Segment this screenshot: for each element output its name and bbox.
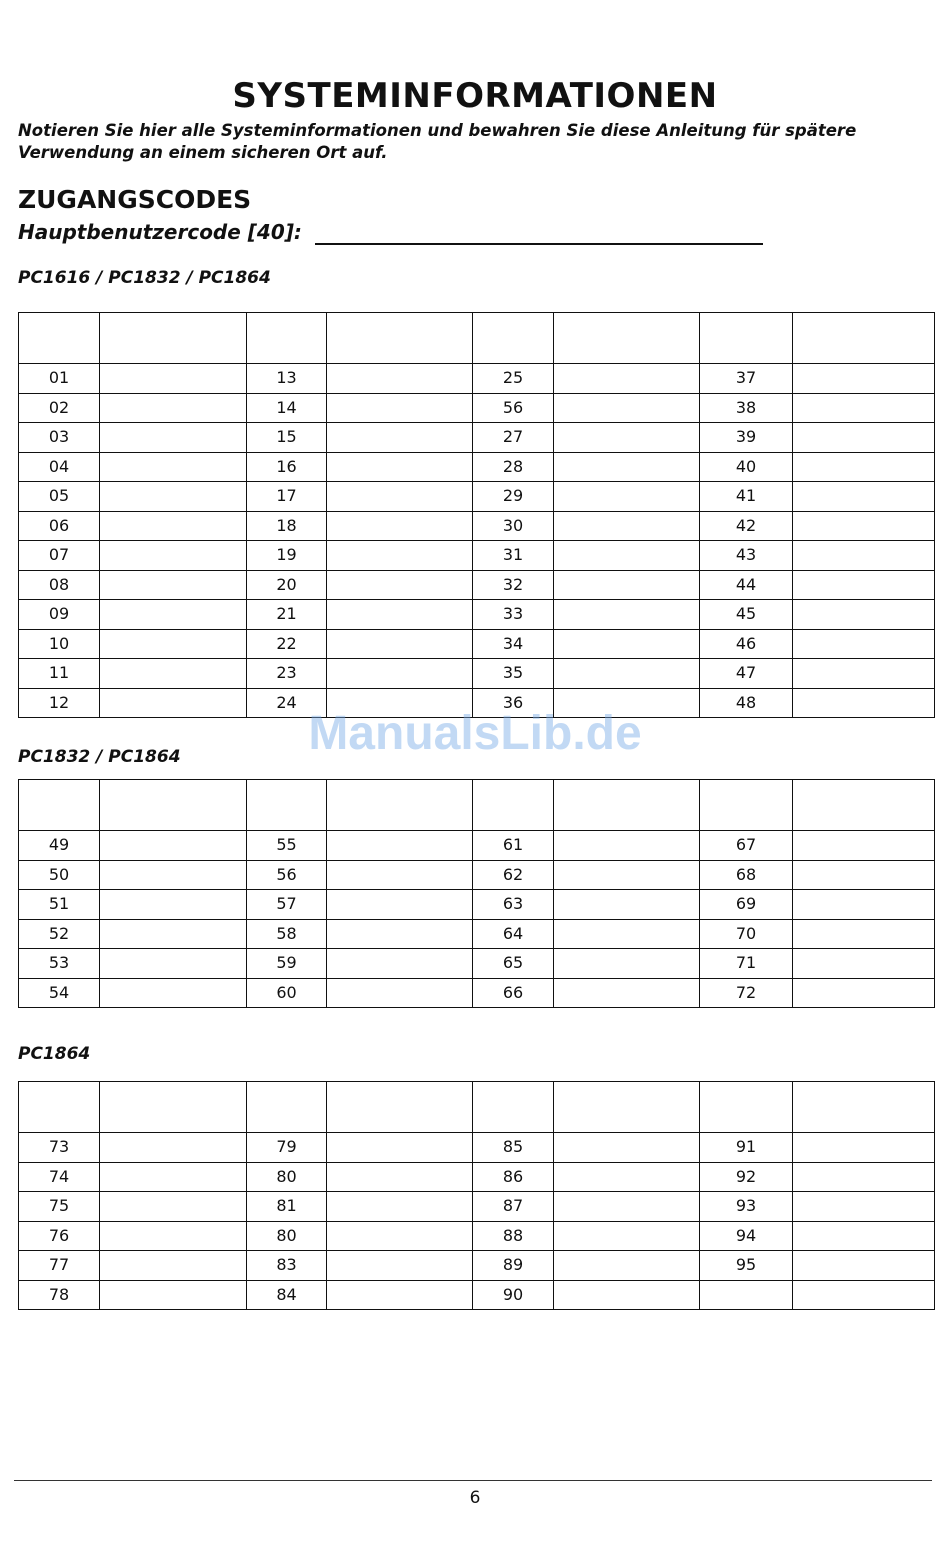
user-number-cell: 80	[247, 1162, 327, 1192]
code-entry-cell[interactable]	[554, 890, 700, 920]
user-number-cell: 64	[473, 919, 554, 949]
code-entry-cell[interactable]	[554, 1162, 700, 1192]
user-number-cell: 58	[247, 919, 327, 949]
code-entry-cell[interactable]	[100, 570, 247, 600]
code-entry-cell[interactable]	[793, 1162, 935, 1192]
table-row	[19, 393, 935, 423]
table-row	[19, 1221, 935, 1251]
code-entry-cell[interactable]	[327, 423, 473, 453]
code-entry-cell[interactable]	[554, 1133, 700, 1163]
code-entry-cell[interactable]	[793, 423, 935, 453]
user-number-cell: 54	[19, 978, 100, 1008]
master-code-label: Hauptbenutzercode [40]:	[18, 220, 302, 244]
code-table-pc1832	[18, 779, 935, 1008]
user-number-cell: 29	[473, 482, 554, 512]
header-cell	[473, 313, 554, 364]
code-entry-cell[interactable]	[793, 659, 935, 689]
table-row	[19, 890, 935, 920]
user-number-cell: 93	[700, 1192, 793, 1222]
user-number-cell: 44	[700, 570, 793, 600]
code-entry-cell[interactable]	[793, 570, 935, 600]
user-number-cell: 41	[700, 482, 793, 512]
code-entry-cell[interactable]	[793, 541, 935, 571]
user-number-cell: 92	[700, 1162, 793, 1192]
user-number-cell: 81	[247, 1192, 327, 1222]
table-row	[19, 978, 935, 1008]
user-number-cell	[700, 1280, 793, 1310]
user-number-cell: 55	[247, 831, 327, 861]
user-number-cell: 60	[247, 978, 327, 1008]
user-number-cell: 63	[473, 890, 554, 920]
header-cell	[100, 313, 247, 364]
code-entry-cell[interactable]	[327, 629, 473, 659]
user-number-cell: 68	[700, 860, 793, 890]
access-codes-heading: ZUGANGSCODES	[18, 185, 252, 214]
code-entry-cell[interactable]	[327, 393, 473, 423]
code-entry-cell[interactable]	[793, 452, 935, 482]
header-cell	[327, 1082, 473, 1133]
code-entry-cell[interactable]	[793, 978, 935, 1008]
user-number-cell: 24	[247, 688, 327, 718]
user-number-cell: 42	[700, 511, 793, 541]
code-entry-cell[interactable]	[793, 364, 935, 394]
code-entry-cell[interactable]	[100, 482, 247, 512]
header-cell	[100, 780, 247, 831]
user-number-cell: 95	[700, 1251, 793, 1281]
code-entry-cell[interactable]	[100, 1162, 247, 1192]
code-entry-cell[interactable]	[327, 1251, 473, 1281]
code-entry-cell[interactable]	[554, 978, 700, 1008]
intro-text: Notieren Sie hier alle Systeminformationen und bewahren Sie diese Anleitung für spätere Verwendung an einem sicheren Ort auf.	[18, 121, 857, 162]
user-number-cell: 13	[247, 364, 327, 394]
code-entry-cell[interactable]	[100, 1251, 247, 1281]
code-entry-cell[interactable]	[100, 393, 247, 423]
code-entry-cell[interactable]	[327, 1133, 473, 1163]
user-number-cell: 91	[700, 1133, 793, 1163]
table-row	[19, 831, 935, 861]
code-entry-cell[interactable]	[327, 511, 473, 541]
code-entry-cell[interactable]	[554, 949, 700, 979]
table-row	[19, 860, 935, 890]
user-number-cell: 20	[247, 570, 327, 600]
code-entry-cell[interactable]	[793, 1221, 935, 1251]
watermark: ManualsLib.de	[308, 707, 642, 760]
user-number-cell: 33	[473, 600, 554, 630]
code-table-body	[19, 780, 935, 1008]
code-entry-cell[interactable]	[327, 452, 473, 482]
code-entry-cell[interactable]	[554, 600, 700, 630]
section-label: PC1616 / PC1832 / PC1864	[18, 268, 271, 288]
code-entry-cell[interactable]	[100, 890, 247, 920]
code-entry-cell[interactable]	[327, 978, 473, 1008]
user-number-cell: 15	[247, 423, 327, 453]
code-entry-cell[interactable]	[793, 890, 935, 920]
user-number-cell: 57	[247, 890, 327, 920]
user-number-cell: 85	[473, 1133, 554, 1163]
user-number-cell: 34	[473, 629, 554, 659]
table-row	[19, 1280, 935, 1310]
user-number-cell: 70	[700, 919, 793, 949]
code-entry-cell[interactable]	[100, 919, 247, 949]
user-number-cell: 94	[700, 1221, 793, 1251]
header-cell	[473, 1082, 554, 1133]
table-row	[19, 629, 935, 659]
code-entry-cell[interactable]	[100, 978, 247, 1008]
user-number-cell: 14	[247, 393, 327, 423]
code-entry-cell[interactable]	[793, 1251, 935, 1281]
code-entry-cell[interactable]	[793, 1133, 935, 1163]
code-entry-cell[interactable]	[327, 688, 473, 718]
user-number-cell: 49	[19, 831, 100, 861]
table-row	[19, 600, 935, 630]
table-row	[19, 688, 935, 718]
user-number-cell: 28	[473, 452, 554, 482]
code-entry-cell[interactable]	[793, 831, 935, 861]
code-entry-cell[interactable]	[327, 364, 473, 394]
code-entry-cell[interactable]	[100, 600, 247, 630]
user-number-cell: 87	[473, 1192, 554, 1222]
user-number-cell: 05	[19, 482, 100, 512]
user-number-cell: 36	[473, 688, 554, 718]
table-row	[19, 482, 935, 512]
code-entry-cell[interactable]	[327, 919, 473, 949]
user-number-cell: 89	[473, 1251, 554, 1281]
user-number-cell: 77	[19, 1251, 100, 1281]
user-number-cell: 61	[473, 831, 554, 861]
code-entry-cell[interactable]	[327, 831, 473, 861]
header-cell	[247, 313, 327, 364]
table-row	[19, 570, 935, 600]
code-entry-cell[interactable]	[793, 919, 935, 949]
user-number-cell: 01	[19, 364, 100, 394]
code-entry-cell[interactable]	[327, 600, 473, 630]
user-number-cell: 03	[19, 423, 100, 453]
user-number-cell: 43	[700, 541, 793, 571]
user-number-cell: 53	[19, 949, 100, 979]
code-entry-cell[interactable]	[327, 659, 473, 689]
user-number-cell: 22	[247, 629, 327, 659]
code-entry-cell[interactable]	[100, 659, 247, 689]
header-cell	[247, 1082, 327, 1133]
code-entry-cell[interactable]	[327, 541, 473, 571]
user-number-cell: 67	[700, 831, 793, 861]
user-number-cell: 35	[473, 659, 554, 689]
code-entry-cell[interactable]	[327, 860, 473, 890]
code-entry-cell[interactable]	[554, 452, 700, 482]
table-header-row	[19, 1082, 935, 1133]
user-number-cell: 16	[247, 452, 327, 482]
table-row	[19, 452, 935, 482]
code-entry-cell[interactable]	[554, 659, 700, 689]
header-cell	[19, 313, 100, 364]
user-number-cell: 46	[700, 629, 793, 659]
code-entry-cell[interactable]	[554, 1251, 700, 1281]
header-cell	[473, 780, 554, 831]
code-entry-cell[interactable]	[554, 629, 700, 659]
user-number-cell: 11	[19, 659, 100, 689]
header-cell	[793, 313, 935, 364]
user-number-cell: 17	[247, 482, 327, 512]
user-number-cell: 50	[19, 860, 100, 890]
code-entry-cell[interactable]	[100, 1280, 247, 1310]
table-row	[19, 364, 935, 394]
footer-divider	[14, 1480, 932, 1481]
header-cell	[554, 313, 700, 364]
user-number-cell: 40	[700, 452, 793, 482]
user-number-cell: 02	[19, 393, 100, 423]
code-entry-cell[interactable]	[793, 393, 935, 423]
header-cell	[700, 313, 793, 364]
code-entry-cell[interactable]	[100, 860, 247, 890]
user-number-cell: 90	[473, 1280, 554, 1310]
table-row	[19, 1192, 935, 1222]
user-number-cell: 32	[473, 570, 554, 600]
user-number-cell: 66	[473, 978, 554, 1008]
header-cell	[247, 780, 327, 831]
user-number-cell: 04	[19, 452, 100, 482]
code-entry-cell[interactable]	[793, 860, 935, 890]
table-row	[19, 423, 935, 453]
code-entry-cell[interactable]	[554, 423, 700, 453]
code-entry-cell[interactable]	[793, 511, 935, 541]
code-entry-cell[interactable]	[100, 629, 247, 659]
code-entry-cell[interactable]	[793, 629, 935, 659]
user-number-cell: 79	[247, 1133, 327, 1163]
header-cell	[793, 780, 935, 831]
master-code-entry-line[interactable]	[315, 243, 763, 245]
header-cell	[19, 780, 100, 831]
code-entry-cell[interactable]	[100, 688, 247, 718]
code-entry-cell[interactable]	[100, 364, 247, 394]
user-number-cell: 52	[19, 919, 100, 949]
user-number-cell: 51	[19, 890, 100, 920]
user-number-cell: 83	[247, 1251, 327, 1281]
table-header-row	[19, 313, 935, 364]
user-number-cell: 25	[473, 364, 554, 394]
code-entry-cell[interactable]	[554, 1280, 700, 1310]
code-entry-cell[interactable]	[793, 688, 935, 718]
code-table-body	[19, 1082, 935, 1310]
table-row	[19, 919, 935, 949]
user-number-cell: 21	[247, 600, 327, 630]
code-entry-cell[interactable]	[100, 452, 247, 482]
code-entry-cell[interactable]	[793, 949, 935, 979]
user-number-cell: 45	[700, 600, 793, 630]
user-number-cell: 71	[700, 949, 793, 979]
user-number-cell: 37	[700, 364, 793, 394]
code-entry-cell[interactable]	[327, 482, 473, 512]
code-entry-cell[interactable]	[327, 1162, 473, 1192]
user-number-cell: 09	[19, 600, 100, 630]
header-cell	[19, 1082, 100, 1133]
code-entry-cell[interactable]	[100, 1133, 247, 1163]
header-cell	[554, 780, 700, 831]
user-number-cell: 86	[473, 1162, 554, 1192]
code-table-pc1616	[18, 312, 935, 718]
user-number-cell: 74	[19, 1162, 100, 1192]
section-label: PC1832 / PC1864	[18, 747, 181, 767]
user-number-cell: 48	[700, 688, 793, 718]
code-entry-cell[interactable]	[554, 541, 700, 571]
code-entry-cell[interactable]	[100, 423, 247, 453]
code-entry-cell[interactable]	[327, 1280, 473, 1310]
user-number-cell: 56	[473, 393, 554, 423]
user-number-cell: 69	[700, 890, 793, 920]
code-entry-cell[interactable]	[327, 949, 473, 979]
user-number-cell: 10	[19, 629, 100, 659]
user-number-cell: 07	[19, 541, 100, 571]
code-table-body	[19, 313, 935, 718]
code-entry-cell[interactable]	[793, 1280, 935, 1310]
code-entry-cell[interactable]	[793, 482, 935, 512]
user-number-cell: 18	[247, 511, 327, 541]
user-number-cell: 38	[700, 393, 793, 423]
header-cell	[793, 1082, 935, 1133]
code-entry-cell[interactable]	[554, 393, 700, 423]
user-number-cell: 12	[19, 688, 100, 718]
code-entry-cell[interactable]	[554, 860, 700, 890]
code-entry-cell[interactable]	[554, 831, 700, 861]
table-row	[19, 1162, 935, 1192]
code-entry-cell[interactable]	[554, 482, 700, 512]
user-number-cell: 27	[473, 423, 554, 453]
page-title: SYSTEMINFORMATIONEN	[232, 76, 718, 116]
user-number-cell: 19	[247, 541, 327, 571]
page-number: 6	[469, 1488, 481, 1508]
code-entry-cell[interactable]	[100, 831, 247, 861]
code-entry-cell[interactable]	[554, 1192, 700, 1222]
table-row	[19, 511, 935, 541]
user-number-cell: 73	[19, 1133, 100, 1163]
user-number-cell: 78	[19, 1280, 100, 1310]
user-number-cell: 80	[247, 1221, 327, 1251]
section-label: PC1864	[18, 1044, 91, 1064]
user-number-cell: 08	[19, 570, 100, 600]
table-row	[19, 1251, 935, 1281]
code-entry-cell[interactable]	[554, 570, 700, 600]
user-number-cell: 47	[700, 659, 793, 689]
code-entry-cell[interactable]	[100, 1221, 247, 1251]
code-entry-cell[interactable]	[327, 570, 473, 600]
code-entry-cell[interactable]	[554, 688, 700, 718]
header-cell	[700, 1082, 793, 1133]
code-entry-cell[interactable]	[327, 1221, 473, 1251]
user-number-cell: 39	[700, 423, 793, 453]
user-number-cell: 88	[473, 1221, 554, 1251]
code-entry-cell[interactable]	[100, 511, 247, 541]
header-cell	[554, 1082, 700, 1133]
code-table-pc1864	[18, 1081, 935, 1310]
user-number-cell: 30	[473, 511, 554, 541]
table-row	[19, 541, 935, 571]
user-number-cell: 56	[247, 860, 327, 890]
code-entry-cell[interactable]	[554, 364, 700, 394]
user-number-cell: 65	[473, 949, 554, 979]
user-number-cell: 72	[700, 978, 793, 1008]
code-entry-cell[interactable]	[327, 1192, 473, 1222]
header-cell	[700, 780, 793, 831]
user-number-cell: 75	[19, 1192, 100, 1222]
user-number-cell: 06	[19, 511, 100, 541]
code-entry-cell[interactable]	[554, 1221, 700, 1251]
user-number-cell: 23	[247, 659, 327, 689]
code-entry-cell[interactable]	[100, 1192, 247, 1222]
code-entry-cell[interactable]	[793, 1192, 935, 1222]
user-number-cell: 31	[473, 541, 554, 571]
user-number-cell: 62	[473, 860, 554, 890]
header-cell	[100, 1082, 247, 1133]
table-row	[19, 949, 935, 979]
table-header-row	[19, 780, 935, 831]
code-entry-cell[interactable]	[554, 919, 700, 949]
user-number-cell: 76	[19, 1221, 100, 1251]
code-entry-cell[interactable]	[327, 890, 473, 920]
table-row	[19, 659, 935, 689]
user-number-cell: 59	[247, 949, 327, 979]
code-entry-cell[interactable]	[100, 541, 247, 571]
code-entry-cell[interactable]	[554, 511, 700, 541]
user-number-cell: 84	[247, 1280, 327, 1310]
header-cell	[327, 313, 473, 364]
code-entry-cell[interactable]	[793, 600, 935, 630]
header-cell	[327, 780, 473, 831]
code-entry-cell[interactable]	[100, 949, 247, 979]
table-row	[19, 1133, 935, 1163]
